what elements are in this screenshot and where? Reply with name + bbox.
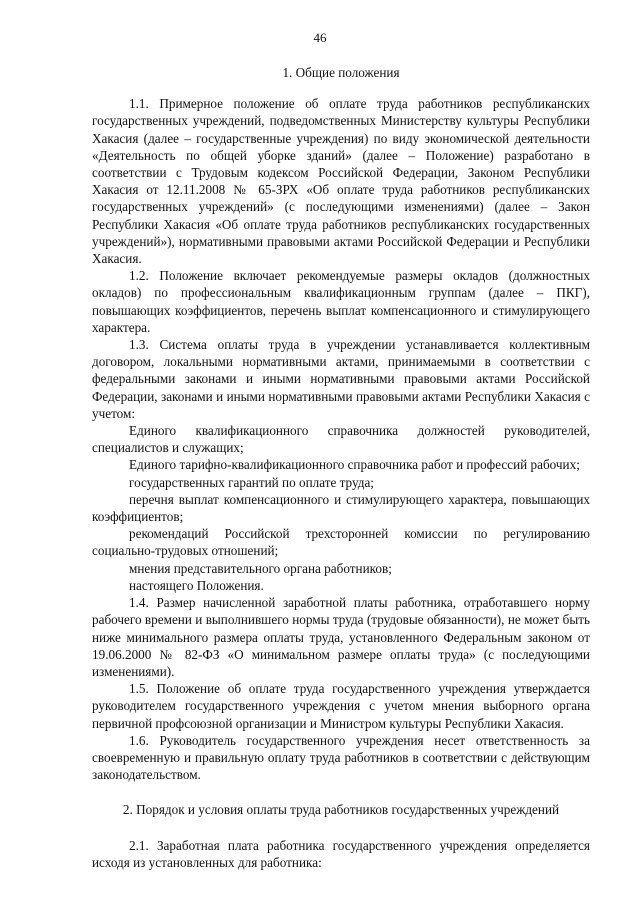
list-item: государственных гарантий по оплате труда; [129, 474, 374, 490]
section-title: 1. Общие положения [282, 65, 400, 80]
list-item: перечня выплат компенсационного и стимулирующего характера, повышающих коэффициентов; [92, 491, 590, 525]
paragraph: 2.1. Заработная плата работника государственного учреждения определяется исходя из установленных для работника: [92, 837, 590, 870]
list-item: настоящего Положения. [129, 577, 264, 593]
paragraph: 1.5. Положение об оплате труда государственного учреждения утверждается руководителем государственного учреждения с учетом мнения выборного органа первичной профсоюзной организации и Министром культуры Республики Хакасия. [92, 681, 590, 731]
paragraph: 1.2. Положение включает рекомендуемые размеры окладов (должностных окладов) по профессиональным квалификационным группам (далее – ПКГ), повышающих коэффициентов, перечень выплат компенсационного и стимулирующего характера. [92, 268, 590, 335]
list-item: мнения представительного органа работников; [129, 560, 392, 576]
list-item: рекомендаций Российской трехсторонней комиссии по регулированию социально-трудовых отношений; [92, 526, 590, 559]
paragraph: 1.4. Размер начисленной заработной платы работника, отработавшего норму рабочего времени и выполнившего нормы труда (трудовые обязанности), не может быть ниже минимального размера оплаты труда, установленного Федеральным законом от 19.06.2000 № 82-ФЗ «О минимальном размере оплаты труда» (с последующими изменениями). [92, 595, 590, 679]
list-item: Единого квалификационного справочника должностей руководителей, специалистов и служащих; [92, 423, 590, 456]
paragraph: 1.6. Руководитель государственного учреждения несет ответственность за своевременную и правильную оплату труда работников в соответствии с действующим законодательством. [92, 732, 590, 783]
document-body [92, 64, 590, 871]
paragraph: 1.1. Примерное положение об оплате труда работников республиканских государственных учреждений, подведомственных Министерству культуры Республики Хакасия (далее – государственные учреждения) по виду экономической деятельности «Деятельность по общей уборке зданий» (далее – Положение) разработано в соответствии с Трудовым кодексом Российской Федерации, Законом Республики Хакасия от 12.11.2008 № 65-ЗРХ «Об оплате труда работников республиканских государственных учреждений» (с последующими изменениями) (далее – Закон Республики Хакасия «Об оплате труда работников республиканских государственных учреждений»), нормативными правовыми актами Российской Федерации и Республики Хакасия. [92, 96, 590, 267]
section-title: 2. Порядок и условия оплаты труда работников государственных учреждений [122, 802, 560, 818]
list-item: Единого тарифно-квалификационного справочника работ и профессий рабочих; [129, 457, 580, 473]
page-number: 46 [313, 30, 327, 45]
paragraph: 1.3. Система оплаты труда в учреждении устанавливается коллективным договором, локальными нормативными актами, принимаемыми в соответствии с федеральными законами и иными нормативными правовыми актами Российской Федерации, законами и иными нормативными правовыми актами Республики Хакасия с учетом: [92, 337, 590, 421]
